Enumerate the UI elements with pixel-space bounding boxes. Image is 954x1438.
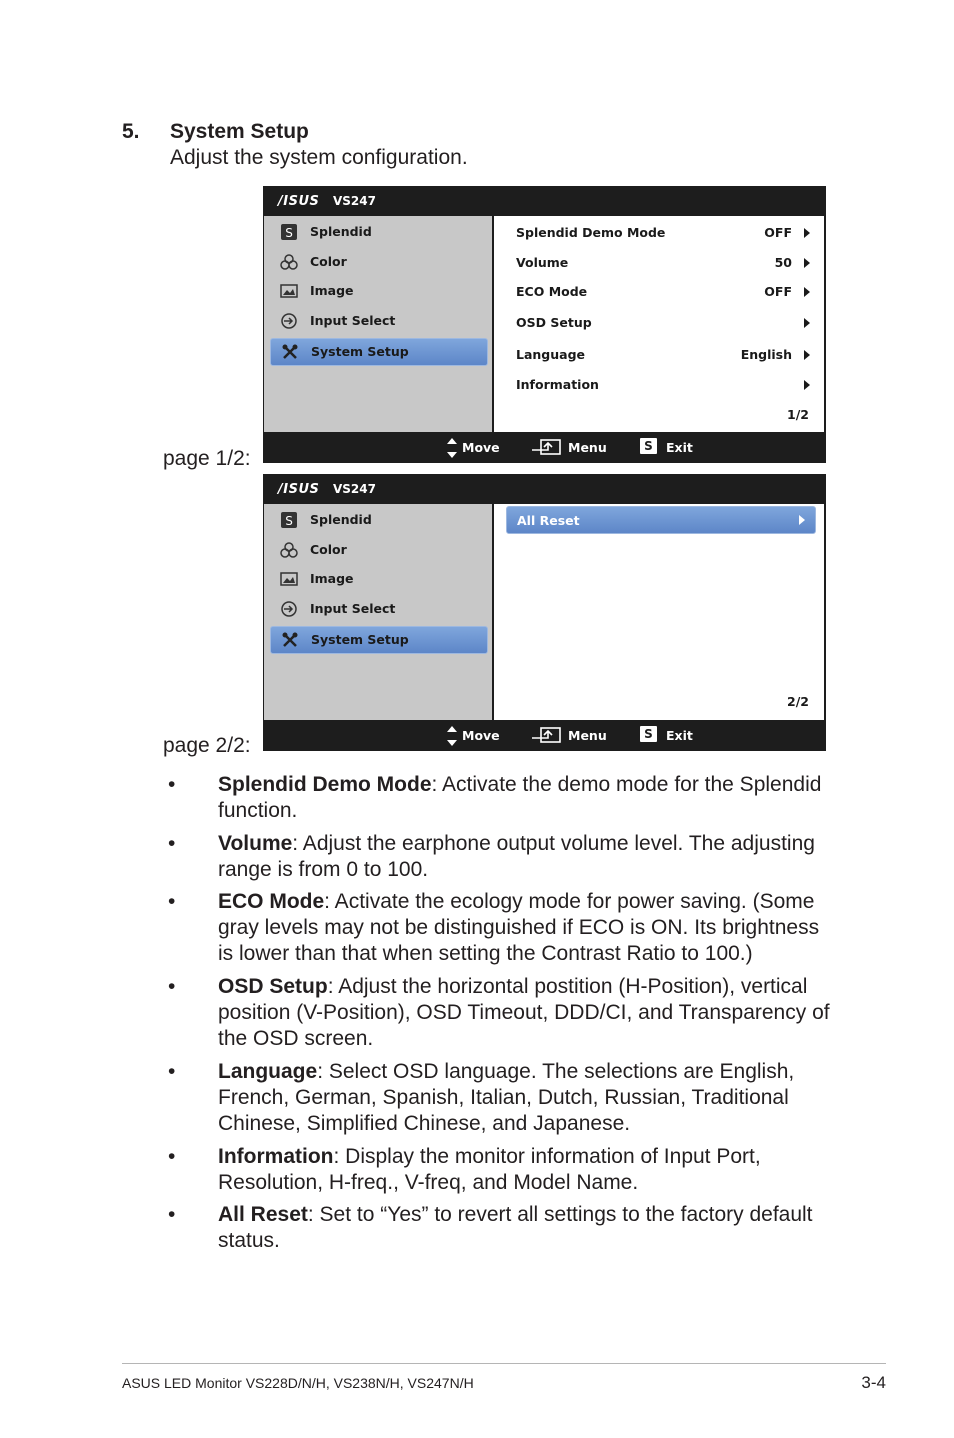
arrow-right-icon — [804, 318, 810, 328]
row-language[interactable]: Language English — [516, 345, 812, 365]
osd-settings-panel — [494, 216, 824, 432]
arrow-right-icon — [804, 287, 810, 297]
osd-menu — [264, 504, 492, 720]
section-title: System Setup — [170, 120, 309, 143]
osd-header — [263, 474, 826, 504]
input-select-icon — [280, 600, 298, 618]
move-updown-icon — [446, 438, 458, 458]
page-indicator: 1/2 — [787, 407, 809, 422]
svg-text:S: S — [285, 514, 293, 528]
footer-move: Move — [462, 440, 500, 455]
row-splendid-demo-mode[interactable]: Splendid Demo Mode OFF — [516, 223, 812, 243]
osd-header — [263, 186, 826, 216]
osd-page-1 — [263, 186, 826, 463]
system-setup-icon — [281, 631, 299, 649]
osd-menu — [264, 216, 492, 432]
footer-menu: Menu — [568, 728, 607, 743]
row-eco-mode[interactable]: ECO Mode OFF — [516, 282, 812, 302]
splendid-icon — [280, 223, 298, 241]
menu-item-splendid[interactable]: S Splendid — [270, 507, 486, 533]
row-all-reset[interactable]: All Reset — [506, 506, 816, 534]
osd-footer — [263, 720, 826, 751]
page-number: 3-4 — [861, 1373, 886, 1392]
row-volume[interactable]: Volume 50 — [516, 253, 812, 273]
section-number: 5. — [122, 120, 140, 143]
move-updown-icon — [446, 726, 458, 746]
arrow-right-icon — [799, 515, 805, 525]
color-icon — [280, 541, 298, 559]
menu-item-system-setup[interactable]: System Setup — [270, 626, 488, 654]
osd-footer — [263, 432, 826, 463]
asus-logo: /ISUS — [278, 194, 320, 209]
svg-text:S: S — [285, 226, 293, 240]
row-information[interactable]: Information — [516, 375, 812, 395]
footer-move: Move — [462, 728, 500, 743]
asus-logo: /ISUS — [278, 482, 320, 497]
footer-exit: Exit — [666, 440, 693, 455]
arrow-right-icon — [804, 258, 810, 268]
footer-divider — [122, 1363, 886, 1364]
menu-item-input-select[interactable]: Input Select — [270, 596, 486, 622]
menu-item-image[interactable]: Image — [270, 278, 486, 304]
footer-menu: Menu — [568, 440, 607, 455]
page-2-label: page 2/2: — [163, 734, 251, 757]
menu-item-system-setup[interactable]: System Setup — [270, 338, 488, 366]
osd-settings-panel — [494, 504, 824, 720]
menu-item-input-select[interactable]: Input Select — [270, 308, 486, 334]
page-indicator: 2/2 — [787, 694, 809, 709]
arrow-right-icon — [804, 228, 810, 238]
exit-key-icon: S — [640, 726, 657, 742]
row-osd-setup[interactable]: OSD Setup — [516, 313, 812, 333]
section-subtitle: Adjust the system configuration. — [170, 146, 468, 169]
color-icon — [280, 253, 298, 271]
splendid-icon — [280, 511, 298, 529]
menu-item-image[interactable]: Image — [270, 566, 486, 592]
footer-exit: Exit — [666, 728, 693, 743]
osd-model: VS247 — [333, 194, 376, 208]
image-icon — [280, 570, 298, 588]
arrow-right-icon — [804, 380, 810, 390]
menu-item-splendid[interactable]: S Splendid — [270, 219, 486, 245]
arrow-right-icon — [804, 350, 810, 360]
menu-item-color[interactable]: Color — [270, 537, 486, 563]
footer-title: ASUS LED Monitor VS228D/N/H, VS238N/H, VS247N/H — [122, 1375, 474, 1391]
image-icon — [280, 282, 298, 300]
exit-key-icon: S — [640, 438, 657, 454]
osd-model: VS247 — [333, 482, 376, 496]
menu-item-color[interactable]: Color — [270, 249, 486, 275]
osd-page-2 — [263, 474, 826, 751]
system-setup-icon — [281, 343, 299, 361]
menu-enter-icon — [532, 439, 562, 456]
menu-enter-icon — [532, 727, 562, 744]
input-select-icon — [280, 312, 298, 330]
page-1-label: page 1/2: — [163, 447, 251, 470]
